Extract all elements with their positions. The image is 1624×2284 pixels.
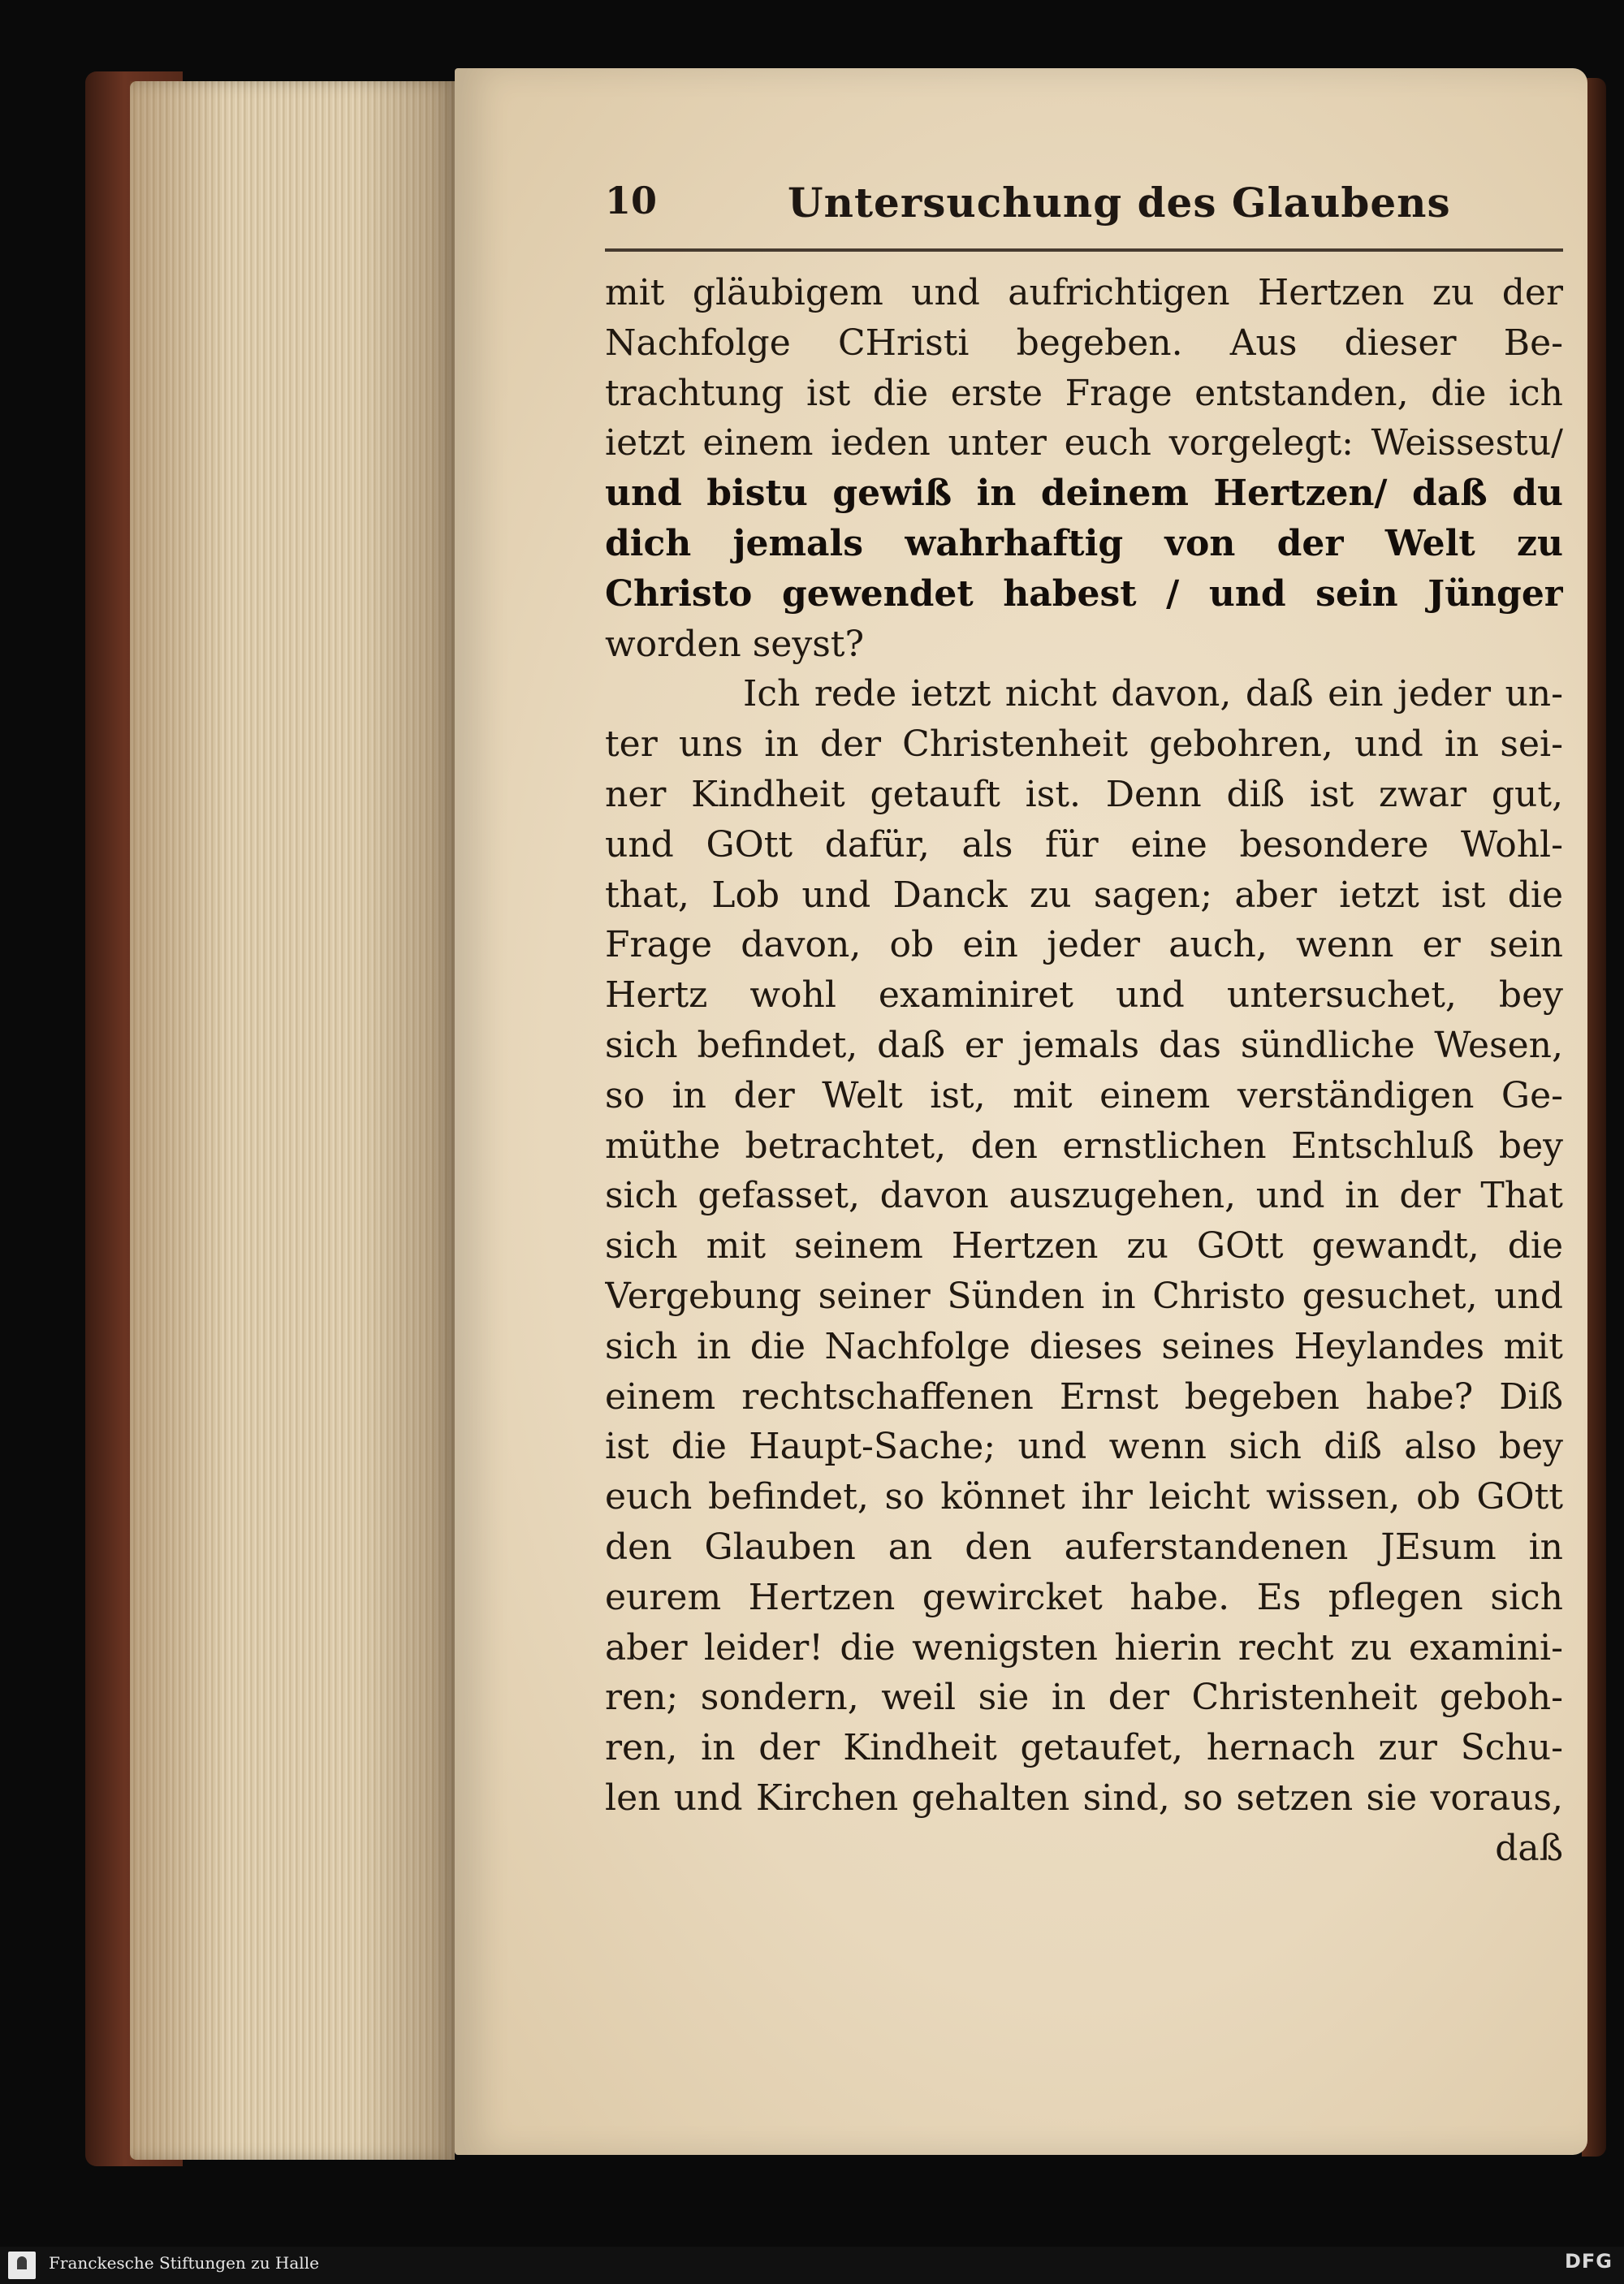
text-line: Nachfolge CHristi begeben. Aus dieser Be- [605, 322, 1563, 364]
footer-institution: Franckesche Stiftungen zu Halle [49, 2253, 319, 2273]
text-line: ietzt einem ieden unter euch vorgelegt: Weissestu/ [605, 422, 1563, 464]
catchword: daß [1495, 1827, 1563, 1869]
text-line: Frage davon, ob ein jeder auch, wenn er sein [605, 924, 1563, 966]
text-line: mit gläubigem und aufrichtigen Hertzen zu der [605, 272, 1563, 313]
page-edges-shade [130, 81, 455, 2160]
text-line: dich jemals wahrhaftig von der Welt zu [605, 522, 1563, 564]
text-line: ist die Haupt-Sache; und wenn sich diß also bey [605, 1426, 1563, 1468]
dfg-badge: DFG [1564, 2250, 1613, 2273]
text-line: euch befindet, so könnet ihr leicht wissen, ob GOtt [605, 1476, 1563, 1518]
text-line: eurem Hertzen gewircket habe. Es pflegen sich [605, 1576, 1563, 1618]
text-line: ren; sondern, weil sie in der Christenheit geboh- [605, 1677, 1563, 1719]
text-line: ren, in der Kindheit getaufet, hernach zur Schu- [605, 1727, 1563, 1769]
page-number: 10 [605, 179, 658, 222]
page-edges [130, 81, 455, 2160]
text-line: ner Kindheit getauft ist. Denn diß ist zwar gut, [605, 773, 1563, 815]
text-line: sich mit seinem Hertzen zu GOtt gewandt, die [605, 1225, 1563, 1267]
text-line: ter uns in der Christenheit gebohren, und in sei- [605, 723, 1563, 766]
text-line: Vergebung seiner Sünden in Christo gesuchet, und [605, 1275, 1563, 1317]
page-header [605, 179, 1563, 235]
text-line: Hertz wohl examiniret und untersuchet, bey [605, 974, 1563, 1017]
text-line: sich befindet, daß er jemals das sündliche Wesen, [605, 1024, 1563, 1066]
running-title: Untersuchung des Glaubens [788, 179, 1451, 227]
text-line: Ich rede ietzt nicht davon, daß ein jeder un- [743, 673, 1563, 715]
header-rule [605, 248, 1563, 252]
text-line: worden seyst? [605, 623, 865, 665]
text-line: einem rechtschaffenen Ernst begeben habe? Diß [605, 1375, 1563, 1418]
text-line: that, Lob und Danck zu sagen; aber ietzt ist die [605, 874, 1563, 916]
text-line: len und Kirchen gehalten sind, so setzen sie voraus, [605, 1777, 1563, 1819]
text-line: müthe betrachtet, den ernstlichen Entschluß bey [605, 1125, 1563, 1167]
text-line: sich in die Nachfolge dieses seines Heylandes mit [605, 1325, 1563, 1367]
institution-logo-icon [8, 2252, 36, 2279]
text-line: aber leider! die wenigsten hierin recht zu examini- [605, 1626, 1563, 1669]
body-text [605, 268, 1563, 1874]
text-line: sich gefasset, davon auszugehen, und in der That [605, 1175, 1563, 1217]
text-line: und GOtt dafür, als für eine besondere Wohl- [605, 823, 1563, 866]
text-line: den Glauben an den auferstandenen JEsum in [605, 1526, 1563, 1568]
text-line: Christo gewendet habest / und sein Jünger [605, 572, 1563, 615]
text-line: so in der Welt ist, mit einem verständigen Ge- [605, 1074, 1563, 1116]
text-line: und bistu gewiß in deinem Hertzen/ daß du [605, 473, 1563, 515]
text-line: trachtung ist die erste Frage entstanden, die ich [605, 372, 1563, 414]
